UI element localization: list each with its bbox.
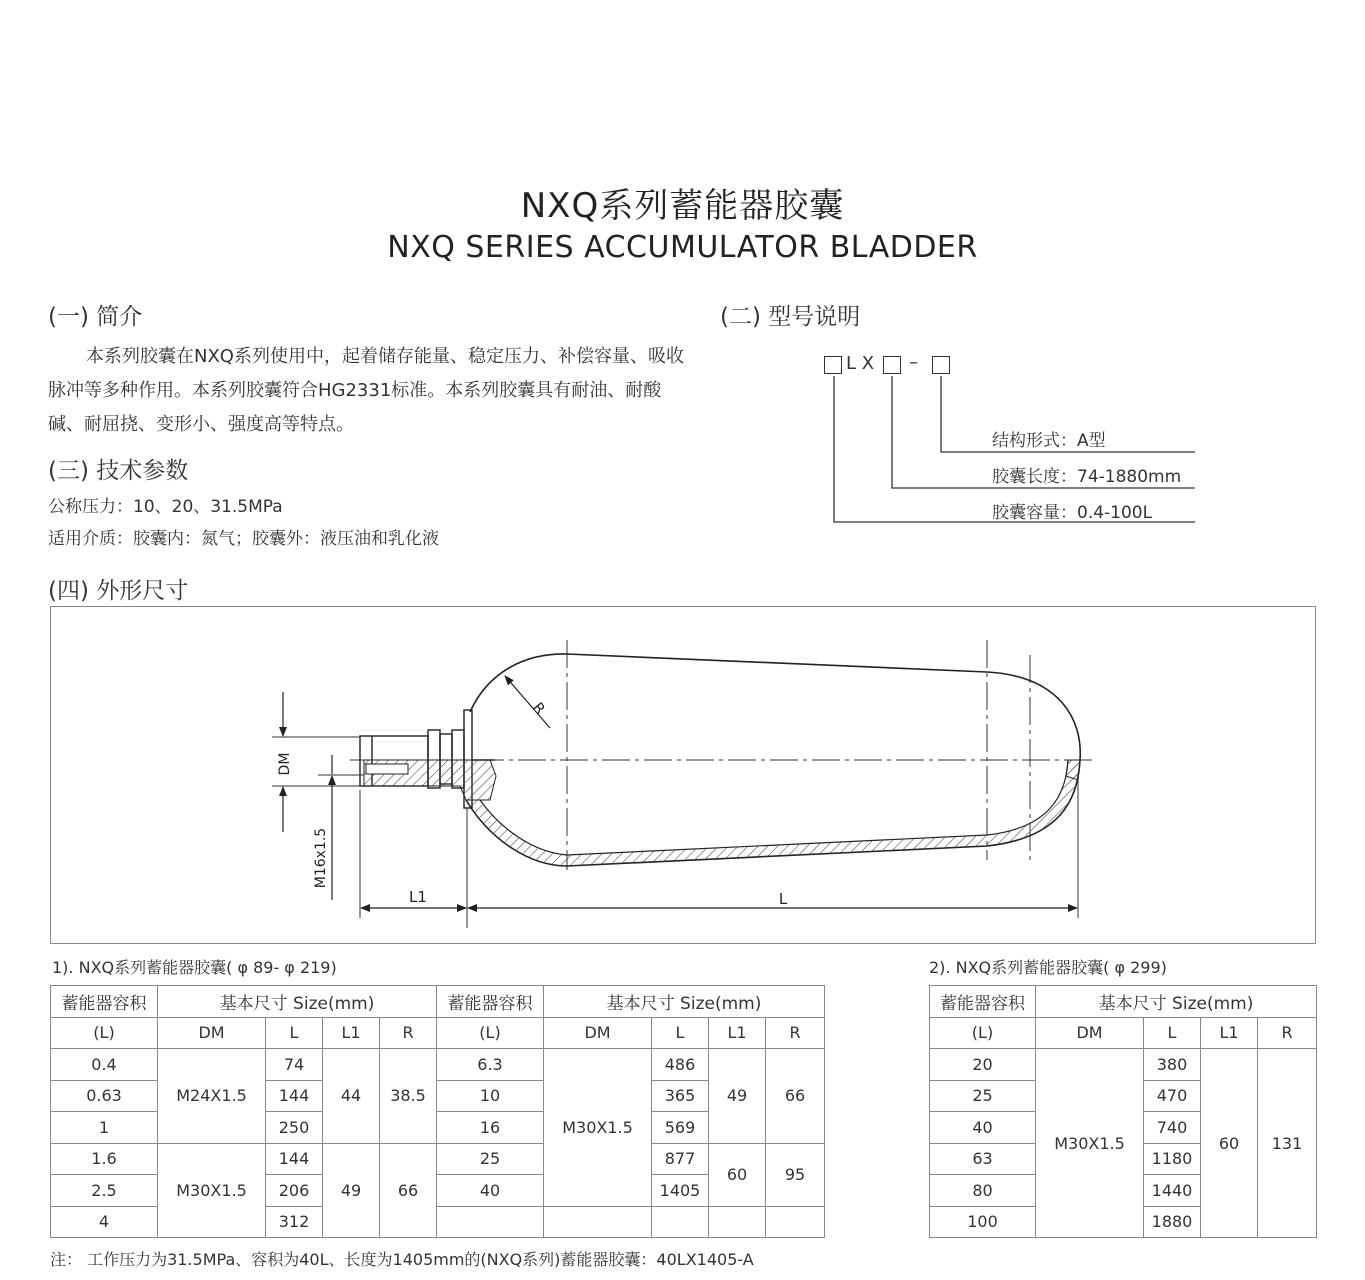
cell-volume: 2.5 xyxy=(51,1175,158,1207)
cell-volume: 10 xyxy=(437,1080,544,1112)
cell-l1: 49 xyxy=(709,1049,766,1144)
cell-volume: 16 xyxy=(437,1112,544,1144)
cell-volume: 25 xyxy=(437,1143,544,1175)
code-dash: – xyxy=(909,352,918,373)
cell-l: 1180 xyxy=(1144,1143,1201,1175)
cell-l: 312 xyxy=(266,1206,323,1238)
cell-volume: 1 xyxy=(51,1112,158,1144)
th-l: L xyxy=(266,1017,323,1049)
label-dm: DM xyxy=(277,752,293,776)
table-row xyxy=(51,1049,825,1081)
page-title-cn: NXQ系列蓄能器胶囊 xyxy=(520,186,845,226)
cell-l: 1405 xyxy=(652,1175,709,1207)
cell-l: 380 xyxy=(1144,1049,1201,1081)
cell-volume: 6.3 xyxy=(437,1049,544,1081)
cell-empty xyxy=(709,1206,766,1238)
code-lx: L X xyxy=(846,353,875,374)
cell-volume: 0.63 xyxy=(51,1080,158,1112)
cell-dm: M30X1.5 xyxy=(1036,1049,1144,1238)
bladder-wall-hatch xyxy=(466,760,1080,866)
intro-text: 本系列胶囊在NXQ系列使用中，起着储存能量、稳定压力、补偿容量、吸收脉冲等多种作用。本系列胶囊符合HG2331标准。本系列胶囊具有耐油、耐酸碱、耐屈挠、变形小、强度高等特点。 xyxy=(48,346,684,435)
intro-heading: (一) 简介 xyxy=(48,304,143,330)
cell-volume: 1.6 xyxy=(51,1143,158,1175)
th-unit: (L) xyxy=(437,1017,544,1049)
th-basic: 基本尺寸 Size(mm) xyxy=(544,986,825,1018)
th-r: R xyxy=(766,1017,825,1049)
th-l: L xyxy=(1144,1017,1201,1049)
applicable-medium: 适用介质：胶囊内：氮气；胶囊外：液压油和乳化液 xyxy=(48,529,439,549)
cell-l: 569 xyxy=(652,1112,709,1144)
valve-core xyxy=(366,764,408,774)
cell-dm: M24X1.5 xyxy=(158,1049,266,1144)
cell-l: 1440 xyxy=(1144,1175,1201,1207)
label-l: L xyxy=(778,890,788,908)
cell-l: 486 xyxy=(652,1049,709,1081)
cell-l1: 44 xyxy=(323,1049,380,1144)
cell-l: 74 xyxy=(266,1049,323,1081)
footnote: 注： 工作压力为31.5MPa、容积为40L、长度为1405mm的(NXQ系列)蓄能器胶囊：40LX1405-A xyxy=(50,1250,754,1269)
th-r: R xyxy=(1258,1017,1317,1049)
cell-l: 250 xyxy=(266,1112,323,1144)
cell-l: 470 xyxy=(1144,1080,1201,1112)
th-dm: DM xyxy=(1036,1017,1144,1049)
table-row xyxy=(930,986,1317,1018)
table-row xyxy=(930,1017,1317,1049)
desc-volume: 胶囊容量：0.4-100L xyxy=(992,503,1153,523)
desc-structure: 结构形式：A型 xyxy=(992,431,1106,451)
th-basic: 基本尺寸 Size(mm) xyxy=(1036,986,1317,1018)
cell-empty xyxy=(652,1206,709,1238)
cell-empty xyxy=(766,1206,825,1238)
th-r: R xyxy=(380,1017,437,1049)
cell-l1: 60 xyxy=(709,1143,766,1206)
cell-l: 144 xyxy=(266,1143,323,1175)
th-dm: DM xyxy=(158,1017,266,1049)
cell-l: 1880 xyxy=(1144,1206,1201,1238)
th-volume: 蓄能器容积 xyxy=(437,986,544,1018)
th-l: L xyxy=(652,1017,709,1049)
tech-heading: (三) 技术参数 xyxy=(48,458,189,484)
label-l1: L1 xyxy=(409,888,427,906)
cell-r: 131 xyxy=(1258,1049,1317,1238)
desc-length: 胶囊长度：74-1880mm xyxy=(992,467,1182,487)
cell-volume: 40 xyxy=(930,1112,1036,1144)
cell-l: 740 xyxy=(1144,1112,1201,1144)
th-volume: 蓄能器容积 xyxy=(930,986,1036,1018)
th-dm: DM xyxy=(544,1017,652,1049)
cell-r: 95 xyxy=(766,1143,825,1206)
th-volume: 蓄能器容积 xyxy=(51,986,158,1018)
cell-empty xyxy=(437,1206,544,1238)
table-row xyxy=(930,1049,1317,1081)
cell-l: 206 xyxy=(266,1175,323,1207)
th-l1: L1 xyxy=(323,1017,380,1049)
cell-dm: M30X1.5 xyxy=(158,1143,266,1238)
cell-volume: 25 xyxy=(930,1080,1036,1112)
cell-l1: 49 xyxy=(323,1143,380,1238)
cell-volume: 63 xyxy=(930,1143,1036,1175)
th-unit: (L) xyxy=(930,1017,1036,1049)
cell-l1: 60 xyxy=(1201,1049,1258,1238)
cell-dm: M30X1.5 xyxy=(544,1049,652,1207)
cell-l: 144 xyxy=(266,1080,323,1112)
table-row xyxy=(51,986,825,1018)
label-r: R xyxy=(529,699,548,718)
cell-volume: 20 xyxy=(930,1049,1036,1081)
th-l1: L1 xyxy=(709,1017,766,1049)
table-row xyxy=(51,1017,825,1049)
page-title-en: NXQ SERIES ACCUMULATOR BLADDER xyxy=(387,230,978,265)
cell-volume: 40 xyxy=(437,1175,544,1207)
model-heading: (二) 型号说明 xyxy=(720,304,861,330)
cell-empty xyxy=(544,1206,652,1238)
cell-r: 66 xyxy=(380,1143,437,1238)
dims-heading: (四) 外形尺寸 xyxy=(48,578,189,604)
table2 xyxy=(929,985,1317,1238)
cell-volume: 0.4 xyxy=(51,1049,158,1081)
table2-caption: 2). NXQ系列蓄能器胶囊( φ 299) xyxy=(929,958,1167,977)
table1-caption: 1). NXQ系列蓄能器胶囊( φ 89- φ 219) xyxy=(52,958,337,977)
table-row xyxy=(51,1143,825,1175)
cell-r: 66 xyxy=(766,1049,825,1144)
table1 xyxy=(50,985,825,1238)
th-unit: (L) xyxy=(51,1017,158,1049)
cell-r: 38.5 xyxy=(380,1049,437,1144)
label-m16: M16x1.5 xyxy=(313,827,329,889)
cell-l: 365 xyxy=(652,1080,709,1112)
cell-volume: 4 xyxy=(51,1206,158,1238)
cell-volume: 100 xyxy=(930,1206,1036,1238)
cell-l: 877 xyxy=(652,1143,709,1175)
cell-volume: 80 xyxy=(930,1175,1036,1207)
nominal-pressure: 公称压力：10、20、31.5MPa xyxy=(48,497,283,517)
th-basic: 基本尺寸 Size(mm) xyxy=(158,986,437,1018)
th-l1: L1 xyxy=(1201,1017,1258,1049)
bladder-tail-hatch xyxy=(1066,760,1080,780)
